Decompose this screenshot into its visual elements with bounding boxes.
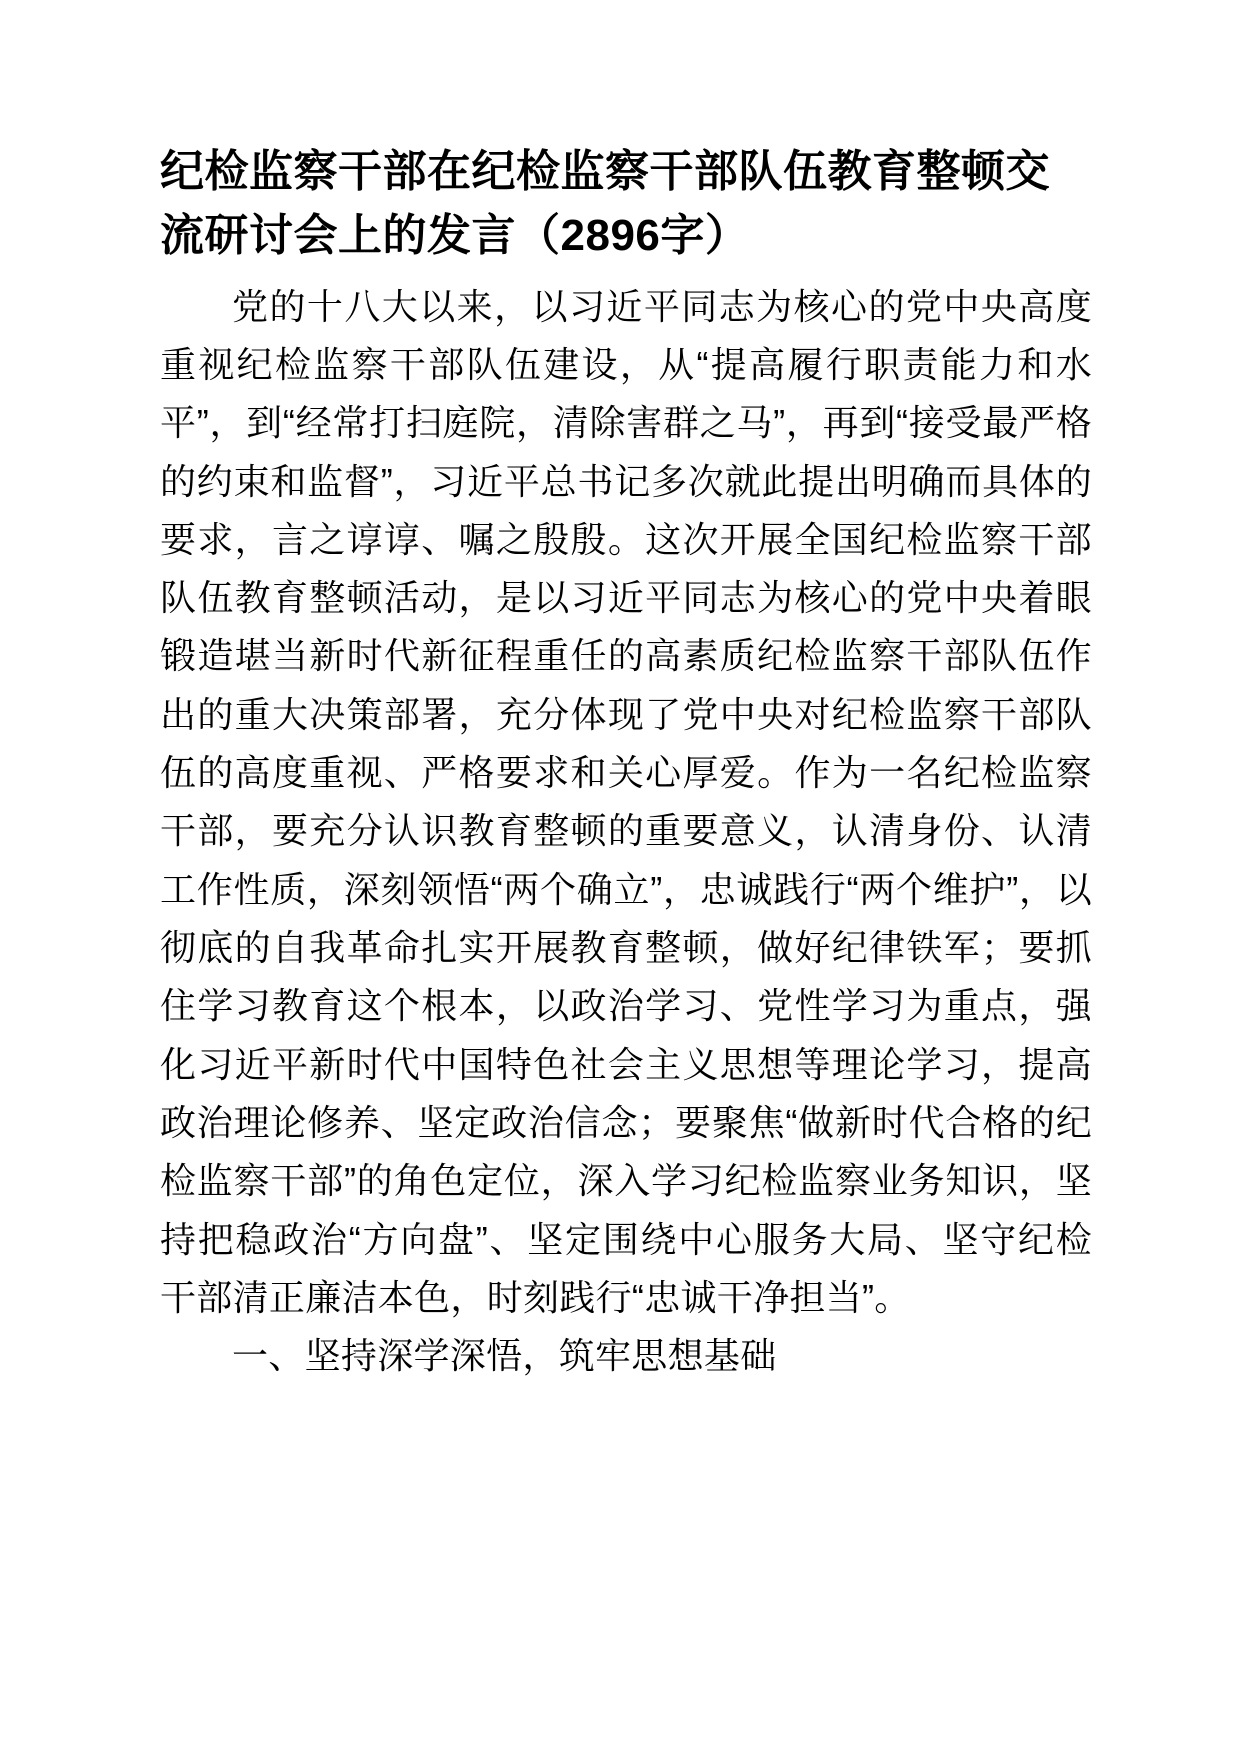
body-paragraph: 党的十八大以来，以习近平同志为核心的党中央高度重视纪检监察干部队伍建设，从“提高履行职责能力和水平”，到“经常打扫庭院，清除害群之马”，再到“接受最严格的约束和监督”，习近平总书记多次就此提出明确而具体的要求，言之谆谆、嘱之殷殷。这次开展全国纪检监察干部队伍教育整顿活动，是以习近平同志为核心的党中央着眼锻造堪当新时代新征程重任的高素质纪检监察干部队伍作出的重大决策部署，充分体现了党中央对纪检监察干部队伍的高度重视、严格要求和关心厚爱。作为一名纪检监察干部，要充分认识教育整顿的重要意义，认清身份、认清工作性质，深刻领悟“两个确立”，忠诚践行“两个维护”，以彻底的自我革命扎实开展教育整顿，做好纪律铁军；要抓住学习教育这个根本，以政治学习、党性学习为重点，强化习近平新时代中国特色社会主义思想等理论学习，提高政治理论修养、坚定政治信念；要聚焦“做新时代合格的纪检监察干部”的角色定位，深入学习纪检监察业务知识，坚持把稳政治“方向盘”、坚定围绕中心服务大局、坚守纪检干部清正廉洁本色，时刻践行“忠诚干净担当”。 [160, 285, 1092, 1318]
page-title: 纪检监察干部在纪检监察干部队伍教育整顿交流研讨会上的发言（2896字） [160, 147, 1050, 260]
section-heading: 一、坚持深学深悟，筑牢思想基础 [232, 1335, 777, 1377]
